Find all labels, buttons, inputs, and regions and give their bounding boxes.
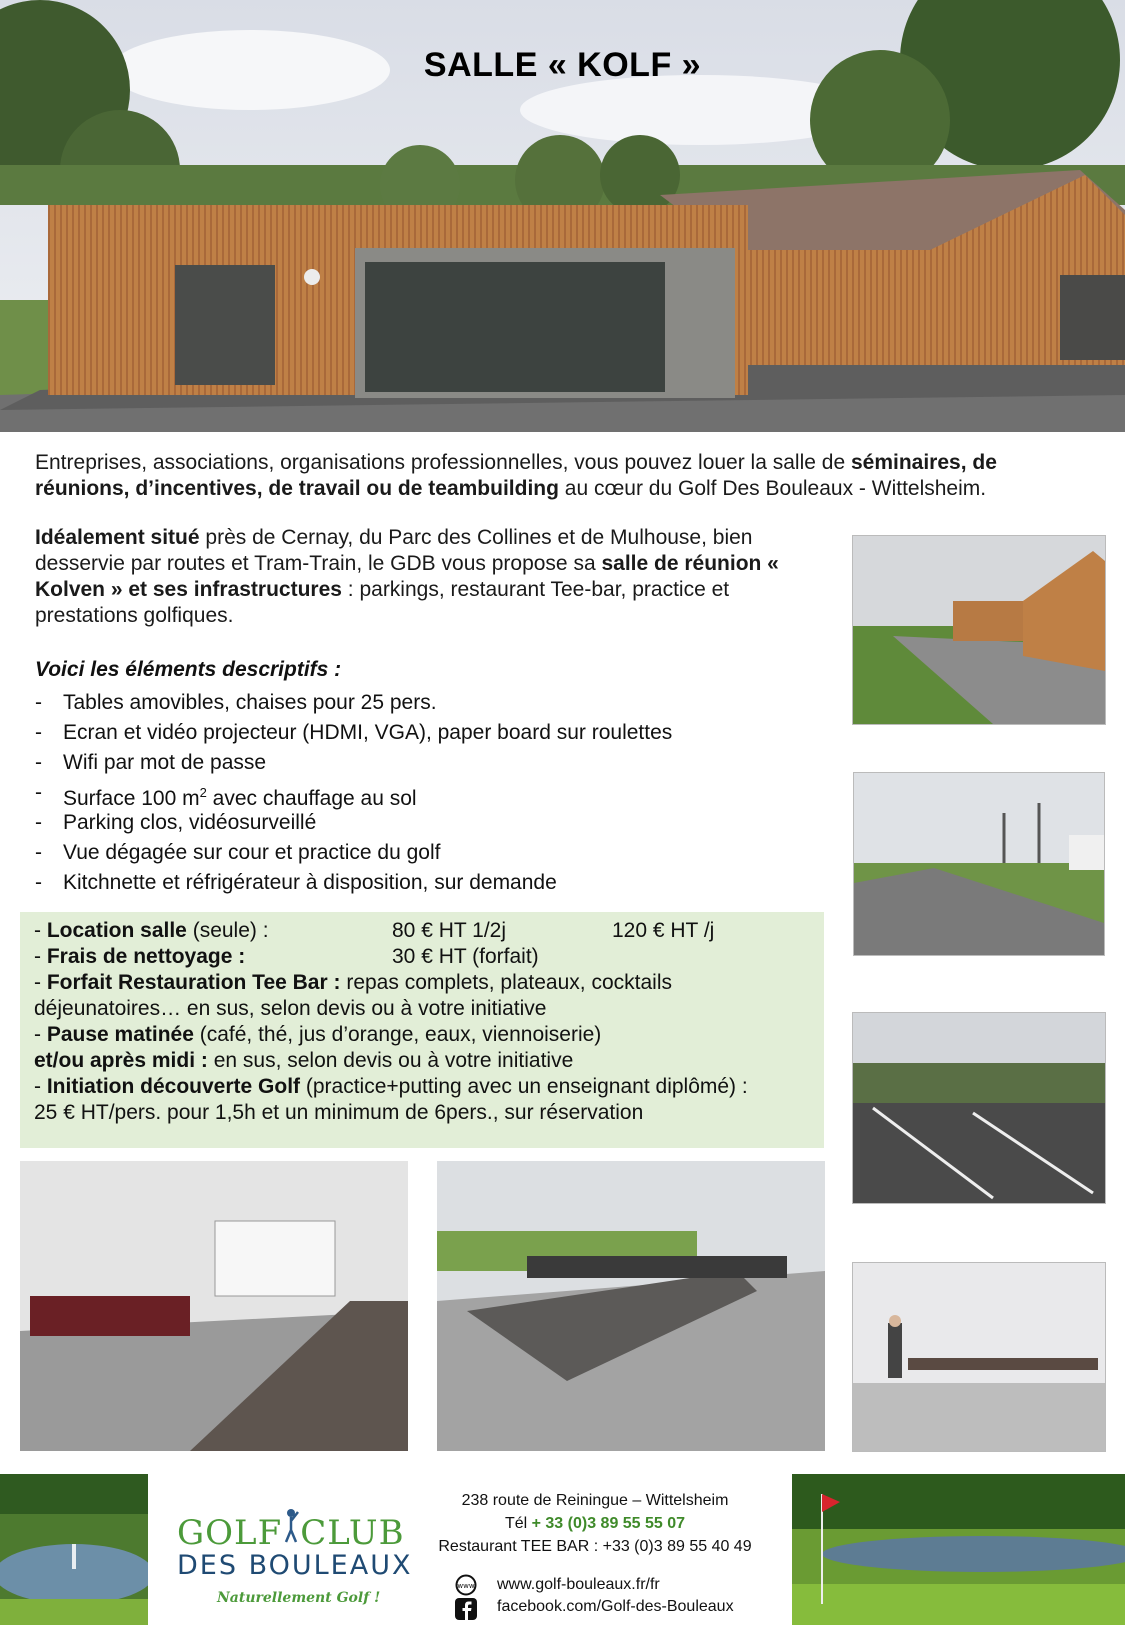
golf-club-logo [175,1494,413,1614]
nettoyage-label: Frais de nettoyage : [46,945,246,968]
row-dash: - [34,945,47,968]
logo-tagline: Naturellement Golf ! [217,1590,381,1606]
list-item-text: Kitchnette et réfrigérateur à disposition, sur demande [63,871,557,894]
price-row-nettoyage [34,944,824,970]
logo-des-bouleaux: DES BOULEAUX [177,1550,413,1581]
list-item [35,808,815,838]
price-row-initiation [34,1074,824,1100]
phone-number: + 33 (0)3 89 55 55 07 [531,1515,686,1532]
location-bold: Idéalement situé [35,526,200,549]
list-item-text: Vue dégagée sur cour et practice du golf [63,841,441,864]
surface-text: Surface 100 m [63,787,200,810]
facebook-icon [455,1598,477,1620]
footer-facebook-link[interactable]: facebook.com/Golf-des-Bouleaux [497,1598,734,1615]
row-dash: - [34,1075,47,1098]
initiation-text: (practice+putting avec un enseignant diplômé) : [300,1075,748,1098]
list-dash: - [35,871,42,894]
list-dash: - [35,691,42,714]
list-item [35,688,815,718]
photo-golf-green-flag [792,1474,1125,1625]
list-dash: - [35,841,42,864]
nettoyage-value: 30 € HT (forfait) [392,945,539,968]
price-row-location [34,918,824,944]
price-row-restauration-cont: déjeunatoires… en sus, selon devis ou à votre initiative [34,997,547,1020]
location-paren: (seule) : [186,919,269,942]
footer-website-link[interactable]: www.golf-bouleaux.fr/fr [497,1576,660,1593]
location-text: près de Cernay, du Parc des Collines et de Mulhouse, bien desservie par routes et Tram-Train, le GDB vous propose sa [35,526,753,575]
pause-label: Pause matinée [46,1023,194,1046]
room-name-bold: salle de réunion « Kolven » et ses infrastructures [35,552,779,601]
list-item [35,838,815,868]
list-dash: - [35,751,42,774]
price-half-day: 80 € HT 1/2j [392,919,507,942]
price-row-initiation-cont: 25 € HT/pers. pour 1,5h et un minimum de 6pers., sur réservation [34,1101,644,1124]
list-item [35,778,815,808]
footer-restaurant: Restaurant TEE BAR : +33 (0)3 89 55 40 49 [438,1538,752,1555]
features-list [35,688,815,898]
list-dash: - [35,781,42,804]
photo-room-screen [20,1161,408,1451]
svg-text:www: www [457,1582,475,1590]
footer-address: 238 route de Reiningue – Wittelsheim [461,1492,729,1509]
page-title: SALLE « KOLF » [423,46,702,84]
list-item [35,718,815,748]
initiation-label: Initiation découverte Golf [46,1075,301,1098]
pricing-box [20,912,824,1148]
price-full-day: 120 € HT /j [612,919,715,942]
restauration-text: repas complets, plateaux, cocktails [340,971,672,994]
row-dash: - [34,919,47,942]
location-paragraph [35,525,815,629]
row-dash: - [34,1023,47,1046]
logo-word-club: CLUB [300,1513,405,1553]
pause-text: (café, thé, jus d’orange, eaux, viennoiserie) [193,1023,602,1046]
list-item-text: Ecran et vidéo projecteur (HDMI, VGA), paper board sur roulettes [63,721,673,744]
apres-text: en sus, selon devis ou à votre initiative [207,1049,574,1072]
photo-room-tables [437,1161,825,1451]
price-row-restauration [34,970,824,996]
surface-superscript: 2 [199,785,207,800]
golfer-icon [282,1508,300,1553]
surface-text-end: avec chauffage au sol [206,787,417,810]
footer [0,1474,1125,1625]
intro-text-end: au cœur du Golf Des Bouleaux - Wittelsheim. [558,477,987,500]
footer-phone [420,1515,770,1533]
photo-parking-trees [853,772,1105,956]
list-dash: - [35,721,42,744]
photo-building-exterior [852,535,1106,725]
intro-text: Entreprises, associations, organisations professionnelles, vous pouvez louer la salle de [35,451,851,474]
restauration-label: Forfait Restauration Tee Bar : [46,971,341,994]
list-dash: - [35,811,42,834]
location-label: Location salle [46,919,187,942]
logo-word-golf: GOLF [177,1513,283,1553]
logo-golf-club-text [177,1508,405,1553]
intro-paragraph [35,450,1095,502]
list-item-text: Tables amovibles, chaises pour 25 pers. [63,691,437,714]
photo-golf-pond-fountain [0,1474,148,1625]
list-item-text: Parking clos, vidéosurveillé [63,811,317,834]
apres-label: et/ou après midi : [34,1049,208,1072]
list-item-text: Wifi par mot de passe [63,751,267,774]
row-dash: - [34,971,47,994]
list-item [35,868,815,898]
phone-label: Tél [504,1515,532,1532]
price-row-apres [34,1048,824,1074]
list-item [35,748,815,778]
www-globe-icon [455,1574,477,1596]
intro-bold: séminaires, de réunions, d’incentives, de travail ou de teambuilding [35,451,997,500]
features-heading: Voici les éléments descriptifs : [35,658,342,681]
price-row-pause [34,1022,824,1048]
location-text-end: : parkings, restaurant Tee-bar, practice et prestations golfiques. [35,578,730,627]
photo-meeting-room-people [852,1262,1106,1452]
list-item-text [63,778,417,808]
photo-parking-lot [852,1012,1106,1204]
